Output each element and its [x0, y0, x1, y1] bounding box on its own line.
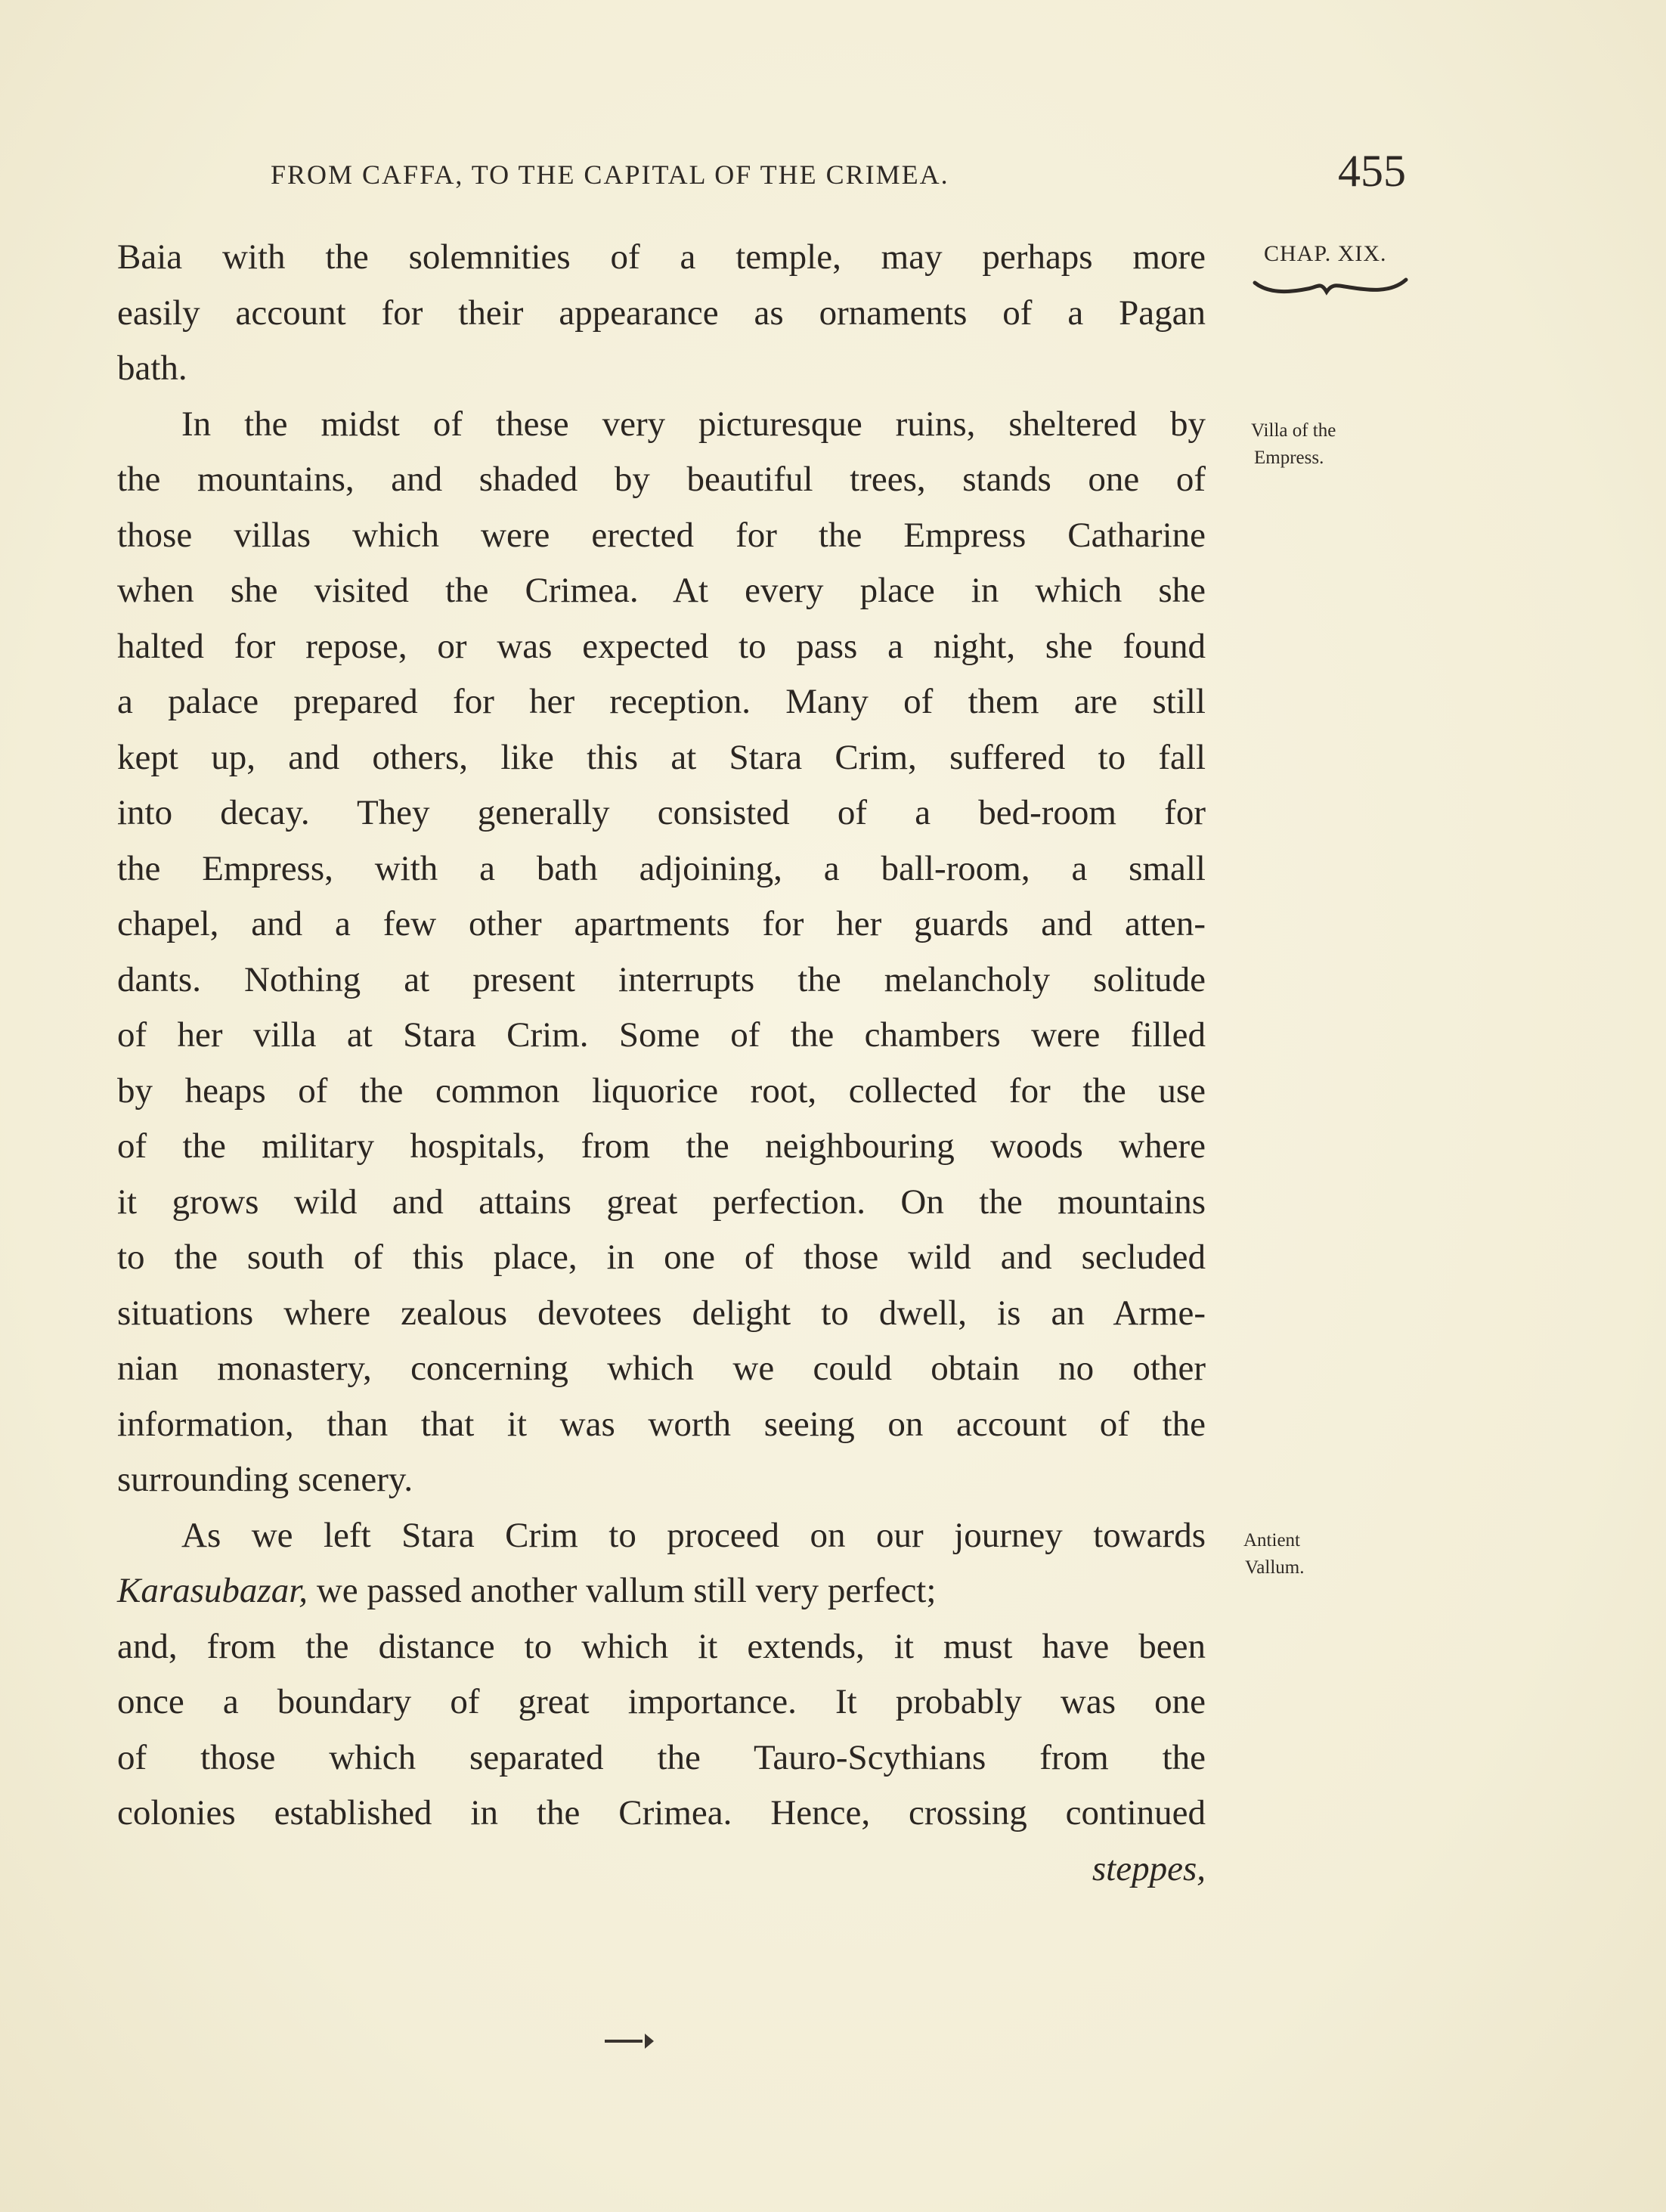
text-line-mixed [117, 1563, 1206, 1619]
text-line: surrounding scenery. [117, 1460, 413, 1499]
text-line: when she visited the Crimea. At every place in which she [117, 571, 1206, 610]
dash-ornament-icon [601, 2029, 669, 2052]
catchword: steppes, [1092, 1848, 1206, 1888]
body-text [117, 230, 1206, 1897]
text-line: to the south of this place, in one of those wild and secluded [117, 1238, 1206, 1277]
text-line: those villas which were erected for the Empress Catharine [117, 515, 1206, 555]
text-line: the Empress, with a bath adjoining, a ball-room, a small [117, 848, 1206, 888]
chapter-note: CHAP. XIX. [1264, 241, 1387, 266]
chapter-flourish-ornament [1251, 274, 1410, 304]
text-line: of her villa at Stara Crim. Some of the chambers were filled [117, 1015, 1206, 1055]
sidenote-villa-line2: Empress. [1254, 448, 1324, 468]
text-line: chapel, and a few other apartments for her guards and atten- [117, 904, 1206, 943]
text-line: of those which separated the Tauro-Scythians from the [117, 1737, 1206, 1777]
text-line: Baia with the solemnities of a temple, may perhaps more [117, 237, 1206, 277]
text-line: and, from the distance to which it extends, it must have been [117, 1626, 1206, 1666]
text-line: it grows wild and attains great perfection. On the mountains [117, 1182, 1206, 1222]
bottom-ornament [601, 2026, 669, 2059]
text-line: halted for repose, or was expected to pass a night, she found [117, 626, 1206, 666]
text-line: dants. Nothing at present interrupts the melancholy solitude [117, 959, 1206, 999]
text-line: bath. [117, 349, 187, 388]
sidenote-villa-line1: Villa of the [1251, 420, 1336, 441]
text-line: nian monastery, concerning which we could obtain no other [117, 1349, 1206, 1388]
text-line: a palace prepared for her reception. Many of them are still [117, 682, 1206, 721]
text-line: once a boundary of great importance. It probably was one [117, 1682, 1206, 1721]
text-line: the mountains, and shaded by beautiful trees, stands one of [117, 460, 1206, 499]
text-line: into decay. They generally consisted of a bed-room for [117, 793, 1206, 832]
text-line: situations where zealous devotees delight to dwell, is an Arme- [117, 1293, 1206, 1333]
place-name-italic: Karasubazar, [117, 1571, 308, 1610]
page-number: 455 [1338, 146, 1406, 196]
text-line: colonies established in the Crimea. Hence, crossing continued [117, 1793, 1206, 1832]
sidenote-vallum-line1: Antient [1243, 1530, 1300, 1551]
text-line: As we left Stara Crim to proceed on our journey towards [181, 1515, 1206, 1555]
text-line: In the midst of these very picturesque ruins, sheltered by [181, 404, 1206, 444]
text-line: information, than that it was worth seeing on account of the [117, 1404, 1206, 1444]
running-title: FROM CAFFA, TO THE CAPITAL OF THE CRIMEA. [271, 160, 949, 190]
sidenote-villa [1251, 417, 1336, 472]
text-line: easily account for their appearance as ornaments of a Pagan [117, 293, 1206, 333]
sidenote-vallum [1243, 1527, 1304, 1582]
text-line: of the military hospitals, from the neighbouring woods where [117, 1126, 1206, 1166]
text-line: kept up, and others, like this at Stara Crim, suffered to fall [117, 737, 1206, 777]
sidenote-vallum-line2: Vallum. [1245, 1557, 1305, 1578]
text-line: by heaps of the common liquorice root, collected for the use [117, 1070, 1206, 1111]
text-line-rest: we passed another vallum still very perfect; [308, 1571, 937, 1610]
